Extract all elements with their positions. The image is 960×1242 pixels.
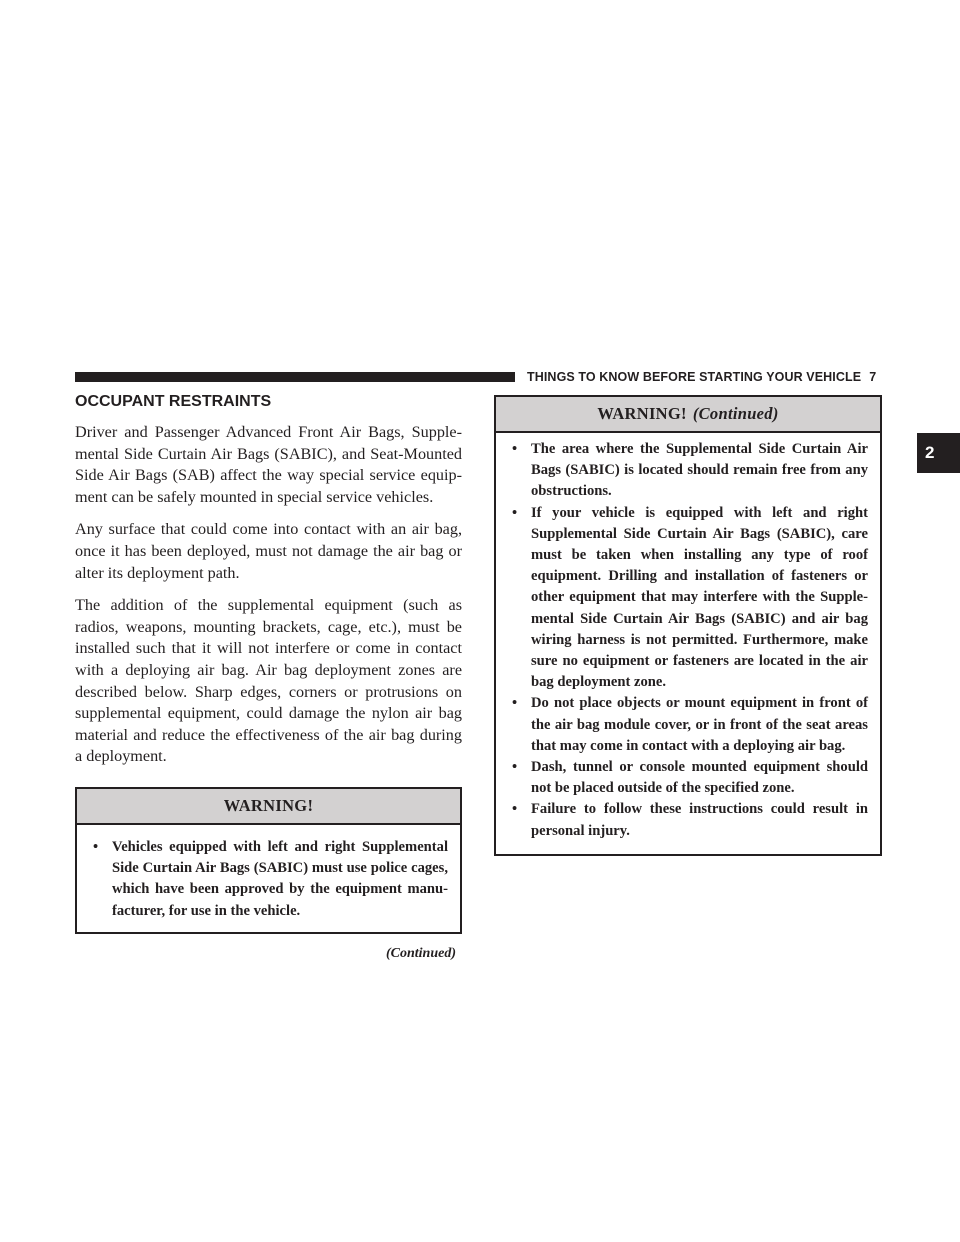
warning-box xyxy=(75,787,462,934)
paragraph: Driver and Passenger Advanced Front Air Bags, Supple-mental Side Curtain Air Bags (SABIC), and Seat-Mounted Side Air Bags (SAB) affect the way special service equip-ment can be safely mounted in special service vehicles. xyxy=(75,423,462,506)
warning-item: • Do not place objects or mount equipment in front of the air bag module cover, or in front of the seat areas that may come in contact with a deploying air bag. xyxy=(508,693,868,757)
warning-title-text: WARNING! xyxy=(223,795,314,815)
warning-title-suffix: (Continued) xyxy=(692,404,779,423)
paragraph: The addition of the supplemental equipment (such as radios, weapons, mounting brackets, cage, etc.), must be installed such that it will not interfere or come in contact with a deploying air bag. Air bag deployment zones are described below. Sharp edges, corners or protrusions on supplemental equipment, could damage the nylon air bag material and reduce the effectiveness of the air bag during a deployment. xyxy=(75,596,462,766)
continued-note: (Continued) xyxy=(385,945,456,961)
warning-item: • Vehicles equipped with left and right Supplemental Side Curtain Air Bags (SABIC) must use police cages, which have been approved by the equipment manu-facturer, for use in the vehicle. xyxy=(89,837,448,922)
chapter-title: THINGS TO KNOW BEFORE STARTING YOUR VEHICLE xyxy=(527,370,862,384)
right-column xyxy=(494,395,882,856)
header-rule xyxy=(75,372,515,382)
left-column xyxy=(75,392,462,962)
section-heading: OCCUPANT RESTRAINTS xyxy=(75,393,272,410)
warning-list xyxy=(77,825,460,932)
warning-item: • If your vehicle is equipped with left and right Supplemental Side Curtain Air Bags (SABIC), care must be taken when installing any type of roof equipment. Drilling and installation of fasteners or other equipment that may interfere with the Supple-mental Side Curtain Air Bags (SABIC) and air bag wiring harness is not permitted. Furthermore, make sure no equipment or fasteners are located in the air bag deployment zone. xyxy=(508,503,868,694)
warning-title-text: WARNING! xyxy=(597,404,687,423)
chapter-tab: 2 xyxy=(917,433,960,473)
page-number: 7 xyxy=(869,370,877,384)
warning-box-continued xyxy=(494,395,882,856)
running-header xyxy=(527,370,876,385)
warning-item: • Failure to follow these instructions could result in personal injury. xyxy=(508,799,868,841)
warning-title xyxy=(496,397,880,433)
warning-item: • Dash, tunnel or console mounted equipment should not be placed outside of the specified zone. xyxy=(508,757,868,799)
paragraph: Any surface that could come into contact with an air bag, once it has been deployed, must not damage the air bag or alter its deployment path. xyxy=(75,520,462,582)
warning-item: • The area where the Supplemental Side Curtain Air Bags (SABIC) is located should remain free from any obstructions. xyxy=(508,439,868,503)
warning-title xyxy=(77,789,460,825)
warning-list xyxy=(496,433,880,854)
